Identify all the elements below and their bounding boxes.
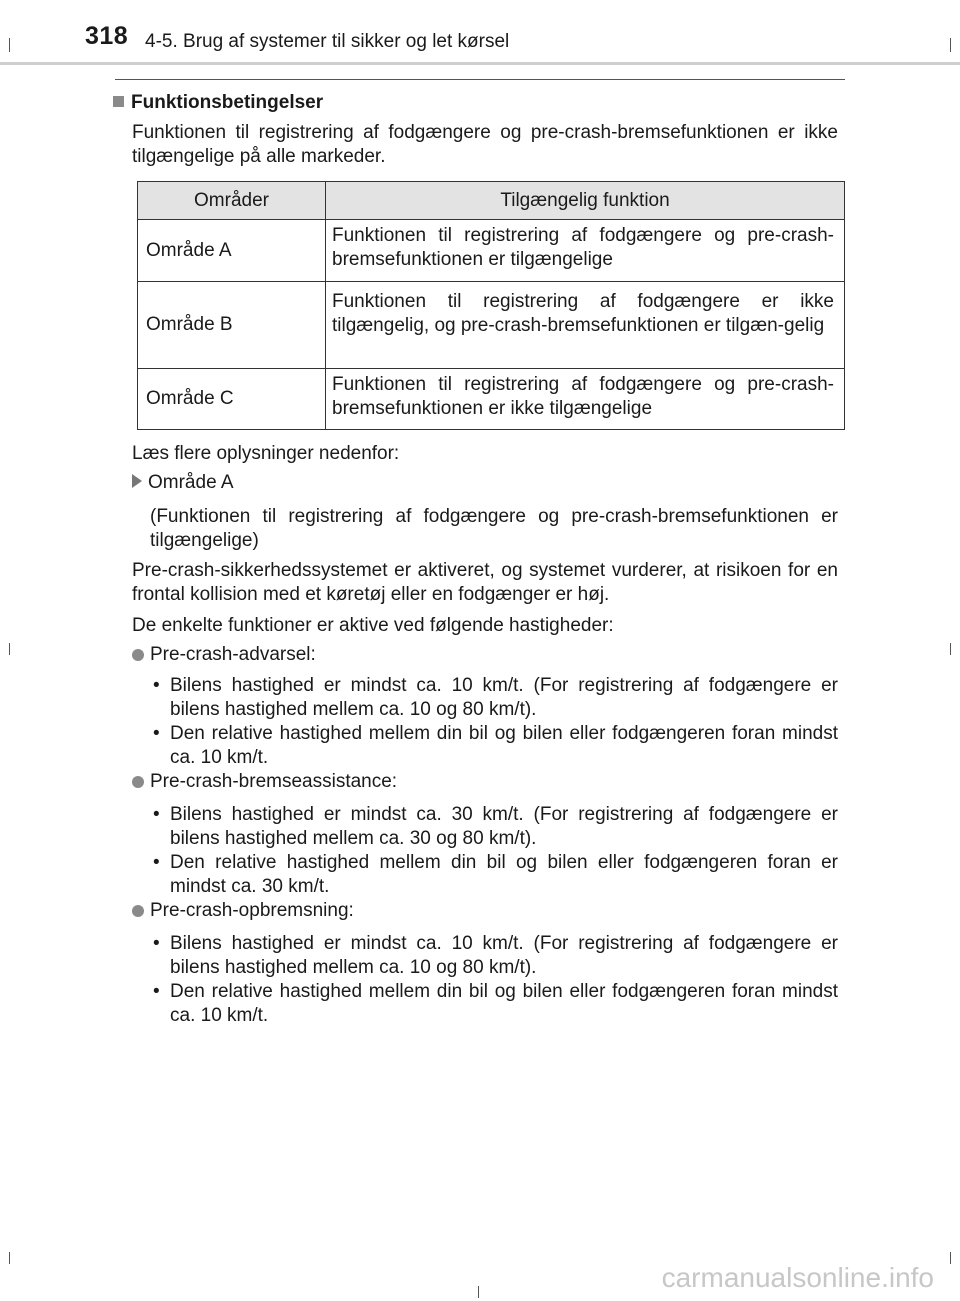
list-item bbox=[150, 980, 838, 1028]
bullet-label-text: Pre-crash-opbremsning: bbox=[150, 900, 354, 921]
content-divider bbox=[115, 79, 845, 80]
list-item bbox=[150, 932, 838, 980]
area-cell: Område C bbox=[138, 369, 326, 430]
dot-bullet-icon: • bbox=[153, 675, 160, 696]
dot-bullet-icon: • bbox=[153, 981, 160, 1002]
area-a-item bbox=[132, 472, 234, 494]
page-number: 318 bbox=[85, 22, 129, 50]
list-item-text: Bilens hastighed er mindst ca. 30 km/t. (For registrering af fodgængere er bilens hastighed mellem ca. 30 og 80 km/t). bbox=[170, 804, 838, 849]
triangle-arrow-icon bbox=[132, 474, 142, 488]
function-cell: Funktionen til registrering af fodgængere og pre-crash-bremsefunktionen er tilgængelige bbox=[326, 220, 845, 282]
watermark: carmanualsonline.info bbox=[661, 1262, 934, 1293]
crop-mark bbox=[478, 1286, 479, 1298]
crop-mark bbox=[950, 643, 951, 655]
area-a-note: (Funktionen til registrering af fodgængere og pre-crash-bremsefunktionen er tilgængelige) bbox=[150, 506, 838, 551]
header-divider bbox=[0, 62, 960, 65]
table-row bbox=[138, 369, 845, 430]
bullet-label-text: Pre-crash-bremseassistance: bbox=[150, 771, 398, 792]
read-more-text: Læs flere oplysninger nedenfor: bbox=[132, 443, 400, 464]
area-cell: Område B bbox=[138, 282, 326, 369]
section-heading bbox=[113, 92, 323, 114]
section-title: 4-5. Brug af systemer til sikker og let kørsel bbox=[145, 31, 510, 52]
crop-mark bbox=[9, 643, 10, 655]
table-row bbox=[138, 220, 845, 282]
dot-bullet-icon: • bbox=[153, 852, 160, 873]
list-item-text: Den relative hastighed mellem din bil og bilen eller fodgængeren foran mindst ca. 10 km/t. bbox=[170, 723, 838, 768]
function-cell: Funktionen til registrering af fodgængere er ikke tilgængelig, og pre-crash-bremsefunktionen er tilgæn-gelig bbox=[326, 282, 845, 369]
list-item-text: Den relative hastighed mellem din bil og bilen eller fodgængeren foran er mindst ca. 30 km/t. bbox=[170, 852, 838, 897]
area-cell: Område A bbox=[138, 220, 326, 282]
list-item bbox=[150, 674, 838, 722]
bullet-label-text: Pre-crash-advarsel: bbox=[150, 644, 316, 665]
table-row bbox=[138, 282, 845, 369]
bullet-pre-crash-braking bbox=[132, 900, 354, 922]
column-header-areas: Områder bbox=[138, 182, 326, 220]
dot-bullet-icon: • bbox=[153, 723, 160, 744]
crop-mark bbox=[950, 1252, 951, 1264]
dot-bullet-icon: • bbox=[153, 804, 160, 825]
system-paragraph: Pre-crash-sikkerhedssystemet er aktiveret, og systemet vurderer, at risikoen for en frontal kollision med et køretøj eller en fodgænger er høj. bbox=[132, 560, 838, 605]
dot-bullet-icon: • bbox=[153, 933, 160, 954]
speeds-paragraph: De enkelte funktioner er aktive ved følgende hastigheder: bbox=[132, 615, 614, 636]
circle-bullet-icon bbox=[132, 649, 144, 661]
bullet-brake-assist bbox=[132, 771, 397, 793]
intro-paragraph: Funktionen til registrering af fodgængere og pre-crash-bremsefunktionen er ikke tilgængelige på alle markeder. bbox=[132, 122, 838, 167]
column-header-function: Tilgængelig funktion bbox=[326, 182, 845, 220]
area-a-label: Område A bbox=[148, 472, 234, 493]
list-item bbox=[150, 803, 838, 851]
list-item-text: Bilens hastighed er mindst ca. 10 km/t. (For registrering af fodgængere er bilens hastighed mellem ca. 10 og 80 km/t). bbox=[170, 933, 838, 978]
heading-text: Funktionsbetingelser bbox=[131, 92, 324, 113]
circle-bullet-icon bbox=[132, 905, 144, 917]
bullet-pre-crash-warning bbox=[132, 644, 316, 666]
list-item bbox=[150, 851, 838, 899]
table-header-row bbox=[138, 182, 845, 220]
square-bullet-icon bbox=[113, 96, 124, 107]
circle-bullet-icon bbox=[132, 776, 144, 788]
crop-mark bbox=[9, 1252, 10, 1264]
page-header bbox=[0, 0, 960, 64]
list-item-text: Bilens hastighed er mindst ca. 10 km/t. (For registrering af fodgængere er bilens hastighed mellem ca. 10 og 80 km/t). bbox=[170, 675, 838, 720]
area-function-table bbox=[137, 181, 845, 430]
list-item-text: Den relative hastighed mellem din bil og bilen eller fodgængeren foran mindst ca. 10 km/t. bbox=[170, 981, 838, 1026]
list-item bbox=[150, 722, 838, 770]
function-cell: Funktionen til registrering af fodgængere og pre-crash-bremsefunktionen er ikke tilgængelige bbox=[326, 369, 845, 430]
